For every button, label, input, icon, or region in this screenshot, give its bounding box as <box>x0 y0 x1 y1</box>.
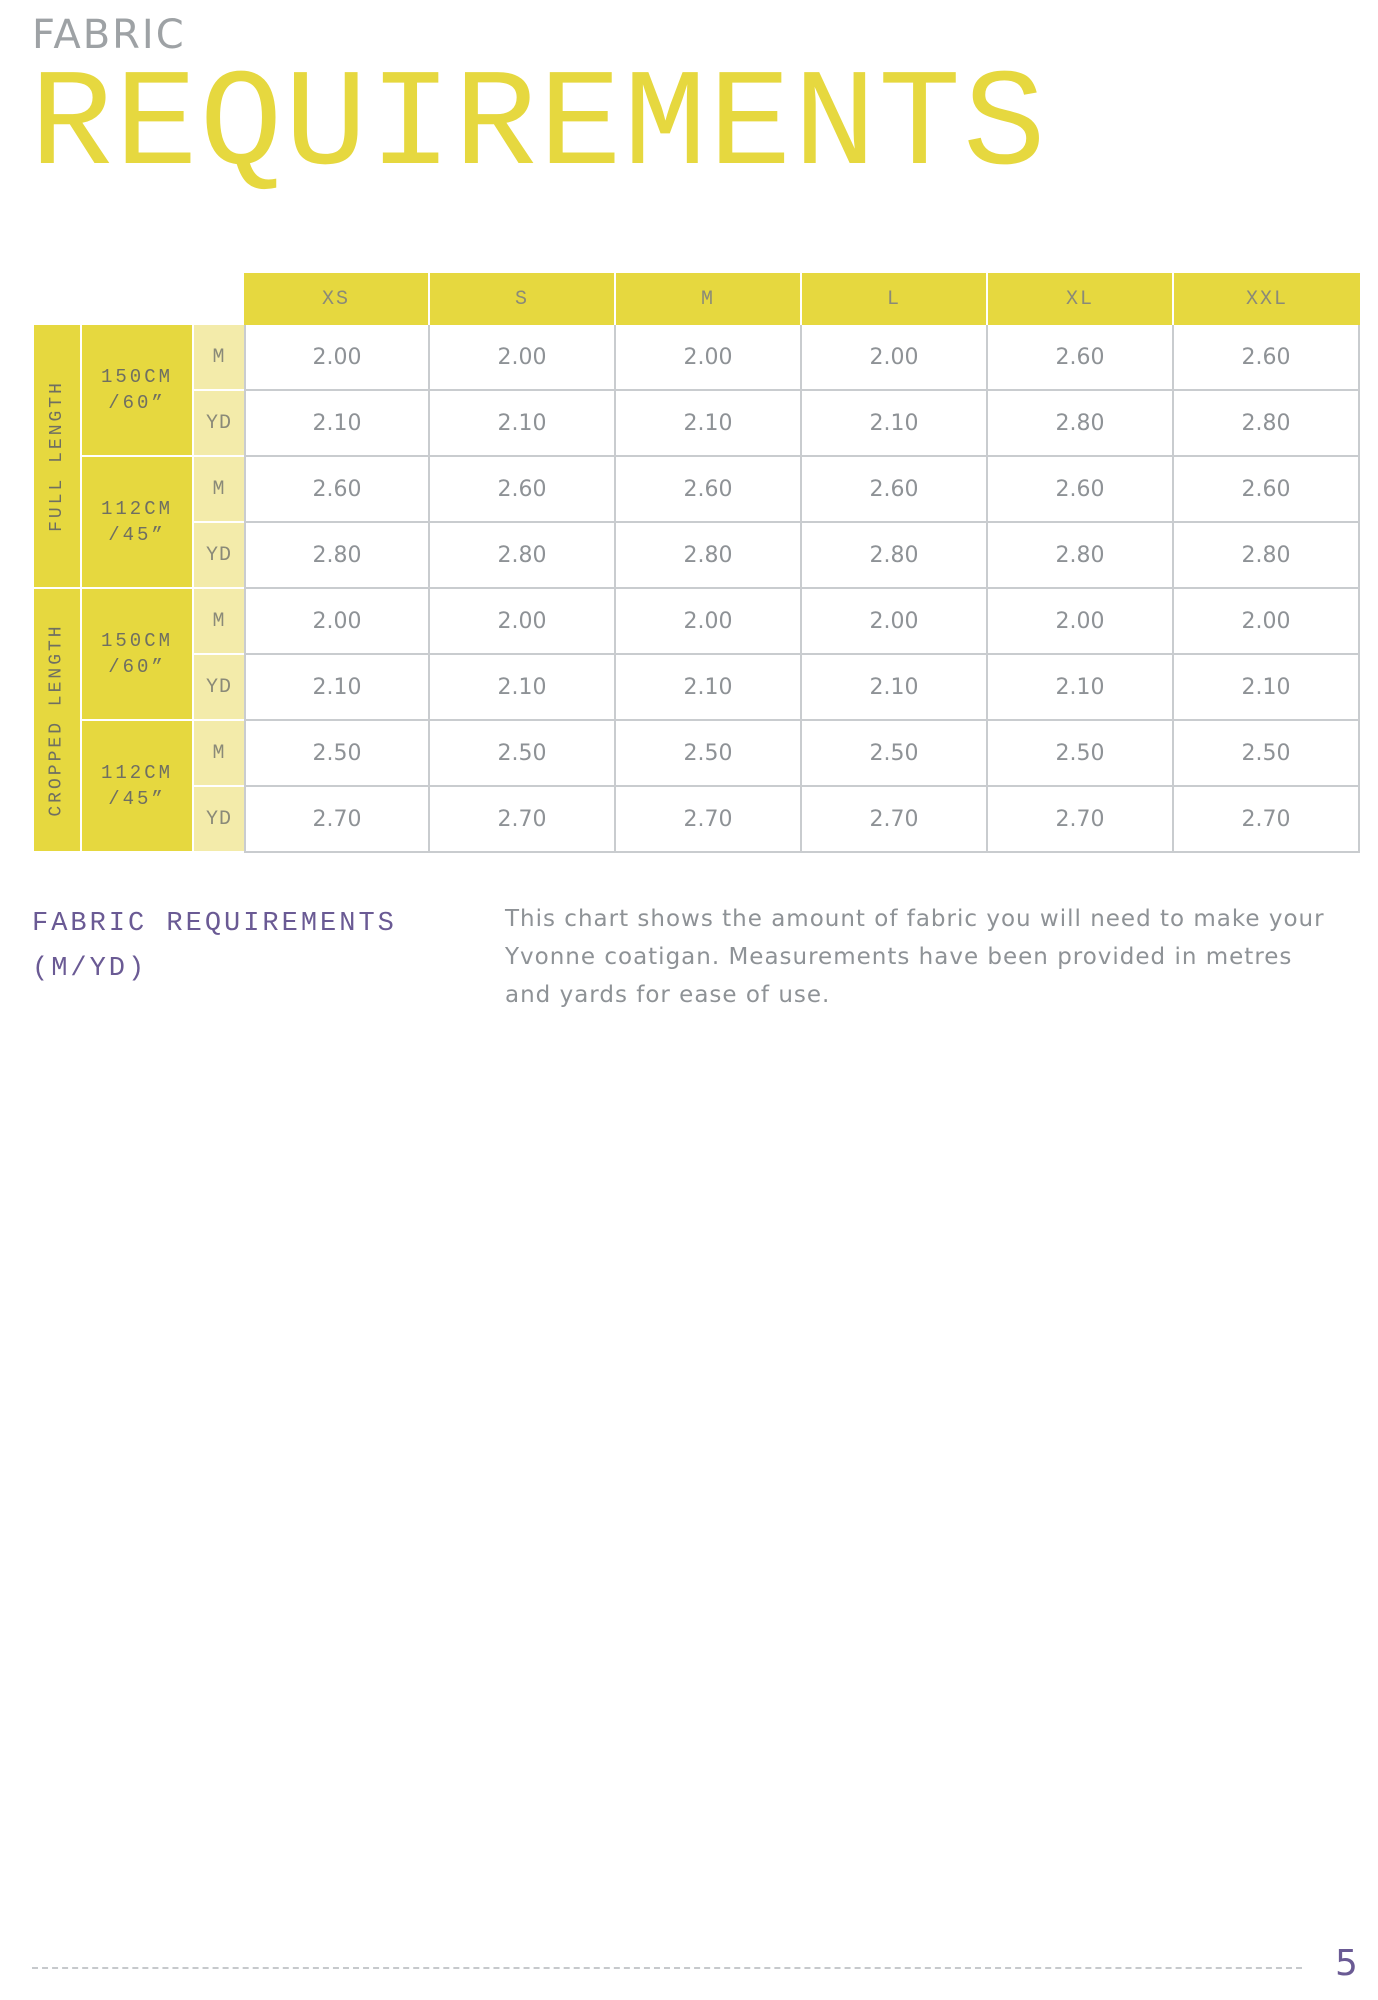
caption-line: FABRIC REQUIREMENTS <box>32 909 397 939</box>
table-cell: 2.10 <box>1174 655 1360 721</box>
fabric-requirements-table <box>34 273 1360 853</box>
table-cell: 2.10 <box>244 655 430 721</box>
table-cell: 2.00 <box>244 325 430 391</box>
table-cell: 2.00 <box>244 589 430 655</box>
table-cell: 2.50 <box>802 721 988 787</box>
table-corner <box>34 273 244 325</box>
table-cell: 2.60 <box>1174 325 1360 391</box>
column-header-xxl: XXL <box>1174 273 1360 325</box>
table-cell: 2.80 <box>616 523 802 589</box>
unit-label: M <box>194 457 244 523</box>
table-cell: 2.70 <box>802 787 988 853</box>
unit-label: YD <box>194 523 244 589</box>
fabric-width-label: 150CM /60” <box>82 325 194 457</box>
unit-label: M <box>194 325 244 391</box>
column-header-s: S <box>430 273 616 325</box>
column-header-l: L <box>802 273 988 325</box>
table-caption <box>32 902 432 992</box>
column-header-xs: XS <box>244 273 430 325</box>
table-cell: 2.60 <box>1174 457 1360 523</box>
unit-label: YD <box>194 787 244 853</box>
page-title: REQUIREMENTS <box>30 49 1048 205</box>
fabric-width-label: 150CM /60” <box>82 589 194 721</box>
table-cell: 2.80 <box>988 523 1174 589</box>
table-cell: 2.60 <box>616 457 802 523</box>
fabric-width-label: 112CM /45” <box>82 457 194 589</box>
table-cell: 2.50 <box>244 721 430 787</box>
table-cell: 2.80 <box>988 391 1174 457</box>
table-cell: 2.50 <box>616 721 802 787</box>
table-cell: 2.70 <box>244 787 430 853</box>
table-cell: 2.10 <box>802 655 988 721</box>
table-cell: 2.10 <box>802 391 988 457</box>
table-cell: 2.60 <box>244 457 430 523</box>
unit-label: YD <box>194 655 244 721</box>
table-cell: 2.70 <box>988 787 1174 853</box>
table-cell: 2.50 <box>1174 721 1360 787</box>
table-cell: 2.70 <box>1174 787 1360 853</box>
table-cell: 2.10 <box>430 655 616 721</box>
table-cell: 2.60 <box>988 325 1174 391</box>
table-cell: 2.00 <box>430 325 616 391</box>
table-cell: 2.10 <box>616 391 802 457</box>
table-cell: 2.00 <box>430 589 616 655</box>
table-cell: 2.80 <box>1174 391 1360 457</box>
table-cell: 2.50 <box>988 721 1174 787</box>
fabric-width-label: 112CM /45” <box>82 721 194 853</box>
page-kicker: FABRIC <box>32 12 186 58</box>
caption-line: (M/YD) <box>32 954 148 984</box>
unit-label: YD <box>194 391 244 457</box>
unit-label: M <box>194 589 244 655</box>
table-cell: 2.80 <box>802 523 988 589</box>
table-cell: 2.80 <box>244 523 430 589</box>
table-cell: 2.60 <box>802 457 988 523</box>
group-label-cropped-length: CROPPED LENGTH <box>34 589 82 853</box>
table-cell: 2.00 <box>988 589 1174 655</box>
group-label-full-length: FULL LENGTH <box>34 325 82 589</box>
table-cell: 2.10 <box>988 655 1174 721</box>
column-header-m: M <box>616 273 802 325</box>
table-cell: 2.80 <box>430 523 616 589</box>
page-number: 5 <box>1335 1943 1358 1984</box>
table-cell: 2.80 <box>1174 523 1360 589</box>
table-cell: 2.10 <box>430 391 616 457</box>
table-cell: 2.00 <box>616 325 802 391</box>
table-cell: 2.50 <box>430 721 616 787</box>
table-description: This chart shows the amount of fabric you will need to make your Yvonne coatigan. Measurements have been provided in metres and yards for ease of use. <box>505 906 1325 1008</box>
table-cell: 2.00 <box>1174 589 1360 655</box>
table-cell: 2.70 <box>616 787 802 853</box>
table-cell: 2.00 <box>802 325 988 391</box>
table-cell: 2.60 <box>988 457 1174 523</box>
unit-label: M <box>194 721 244 787</box>
footer-divider <box>32 1967 1302 1969</box>
column-header-xl: XL <box>988 273 1174 325</box>
table-cell: 2.10 <box>244 391 430 457</box>
table-cell: 2.10 <box>616 655 802 721</box>
table-cell: 2.60 <box>430 457 616 523</box>
table-cell: 2.00 <box>802 589 988 655</box>
table-cell: 2.70 <box>430 787 616 853</box>
table-cell: 2.00 <box>616 589 802 655</box>
